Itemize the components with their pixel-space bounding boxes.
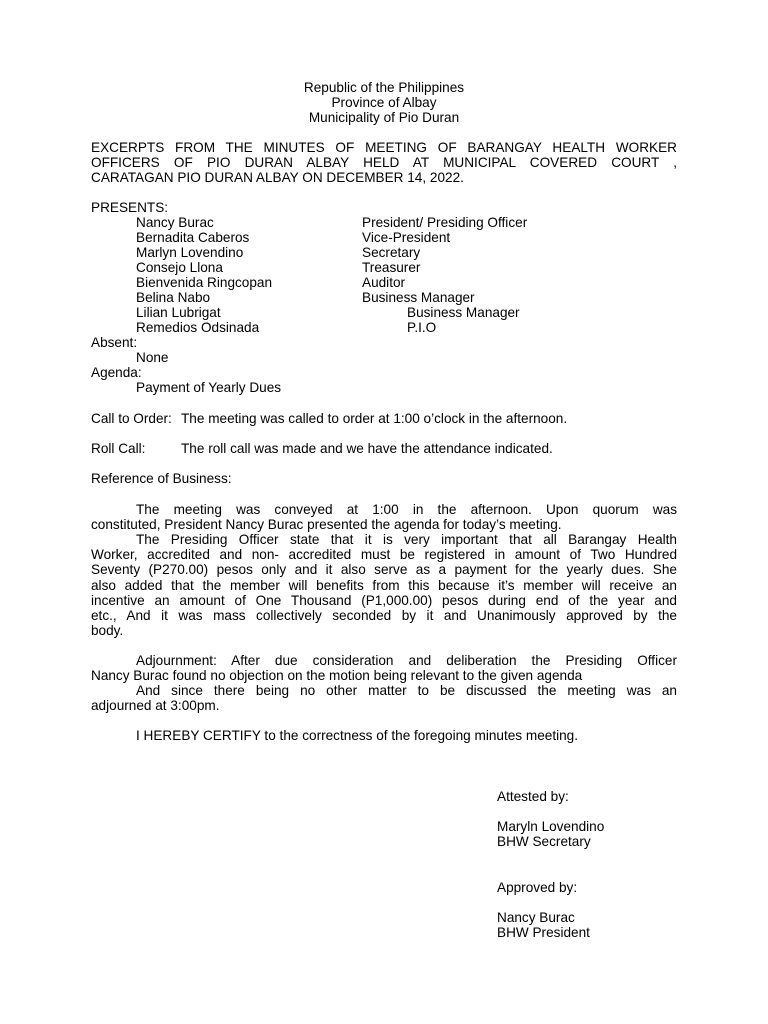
member-name: Consejo Llona	[136, 260, 223, 275]
paragraph-line: Nancy Burac found no objection on the motion being relevant to the given agenda	[91, 668, 583, 684]
member-role: Treasurer	[362, 260, 421, 275]
member-name: Lilian Lubrigat	[136, 305, 221, 320]
member-role: President/ Presiding Officer	[362, 215, 528, 230]
document-title	[91, 140, 677, 186]
body-paragraph-4	[91, 683, 677, 713]
member-name: Belina Nabo	[136, 290, 211, 305]
title-line-3: CARATAGAN PIO DURAN ALBAY ON DECEMBER 14, 2022.	[91, 170, 464, 186]
call-to-order-label: Call to Order:	[91, 411, 172, 426]
member-name: Bienvenida Ringcopan	[136, 275, 273, 290]
member-name: Remedios Odsinada	[136, 320, 260, 335]
certification-statement: I HEREBY CERTIFY to the correctness of the foregoing minutes meeting.	[136, 728, 579, 743]
paragraph-line: also added that the member will benefits from this because it’s member will receive an	[91, 577, 677, 593]
member-role: Business Manager	[362, 290, 475, 305]
roll-call-label: Roll Call:	[91, 441, 146, 456]
agenda-value: Payment of Yearly Dues	[136, 380, 282, 395]
paragraph-line: constituted, President Nancy Burac presented the agenda for today’s meeting.	[91, 517, 562, 533]
attested-name: Maryln Lovendino	[497, 819, 605, 834]
paragraph-line: Seventy (P270.00) pesos only and it also serve as a payment for the yearly dues. She	[91, 562, 677, 578]
title-line-1: EXCERPTS FROM THE MINUTES OF MEETING OF BARANGAY HEALTH WORKER	[91, 140, 677, 155]
agenda-label: Agenda:	[91, 365, 142, 380]
approved-title: BHW President	[497, 925, 590, 940]
presents-label: PRESENTS:	[91, 200, 169, 215]
attested-label: Attested by:	[497, 789, 569, 804]
attested-title: BHW Secretary	[497, 834, 591, 849]
paragraph-line: etc., And it was mass collectively seconded by it and Unanimously approved by the	[91, 607, 677, 623]
member-role: Secretary	[362, 245, 421, 260]
member-role: Vice-President	[362, 230, 451, 245]
header-province: Province of Albay	[331, 95, 437, 111]
body-paragraph-2	[91, 532, 677, 638]
paragraph-line: Worker, accredited and non- accredited must be registered in amount of Two Hundred	[91, 547, 677, 563]
approved-label: Approved by:	[497, 880, 578, 895]
paragraph-line: The meeting was conveyed at 1:00 in the afternoon. Upon quorum was	[136, 502, 677, 517]
paragraph-line: incentive an amount of One Thousand (P1,000.00) pesos during end of the year and	[91, 592, 677, 608]
member-name: Nancy Burac	[136, 215, 214, 230]
document-header	[0, 80, 768, 126]
absent-value: None	[136, 350, 169, 365]
member-role: Auditor	[362, 275, 406, 290]
roll-call-text: The roll call was made and we have the attendance indicated.	[181, 441, 553, 456]
absent-label: Absent:	[91, 335, 138, 350]
paragraph-line: adjourned at 3:00pm.	[91, 698, 220, 714]
paragraph-line: The Presiding Officer state that it is very important that all Barangay Health	[136, 532, 677, 547]
body-paragraph-3	[91, 653, 677, 683]
paragraph-line: Adjournment: After due consideration and deliberation the Presiding Officer	[136, 653, 677, 668]
paragraph-line: body.	[91, 623, 124, 639]
member-role: P.I.O	[407, 320, 437, 335]
header-republic: Republic of the Philippines	[303, 80, 465, 95]
body-paragraph-1	[91, 502, 677, 532]
header-municipality: Municipality of Pio Duran	[308, 110, 460, 126]
member-role: Business Manager	[407, 305, 520, 320]
paragraph-line: And since there being no other matter to be discussed the meeting was an	[136, 683, 677, 698]
call-to-order-text: The meeting was called to order at 1:00 o’clock in the afternoon.	[181, 411, 568, 426]
approved-name: Nancy Burac	[497, 910, 575, 925]
reference-label: Reference of Business:	[91, 471, 232, 486]
title-line-2: OFFICERS OF PIO DURAN ALBAY HELD AT MUNICIPAL COVERED COURT ,	[91, 155, 677, 171]
member-name: Marlyn Lovendino	[136, 245, 244, 260]
member-name: Bernadita Caberos	[136, 230, 250, 245]
